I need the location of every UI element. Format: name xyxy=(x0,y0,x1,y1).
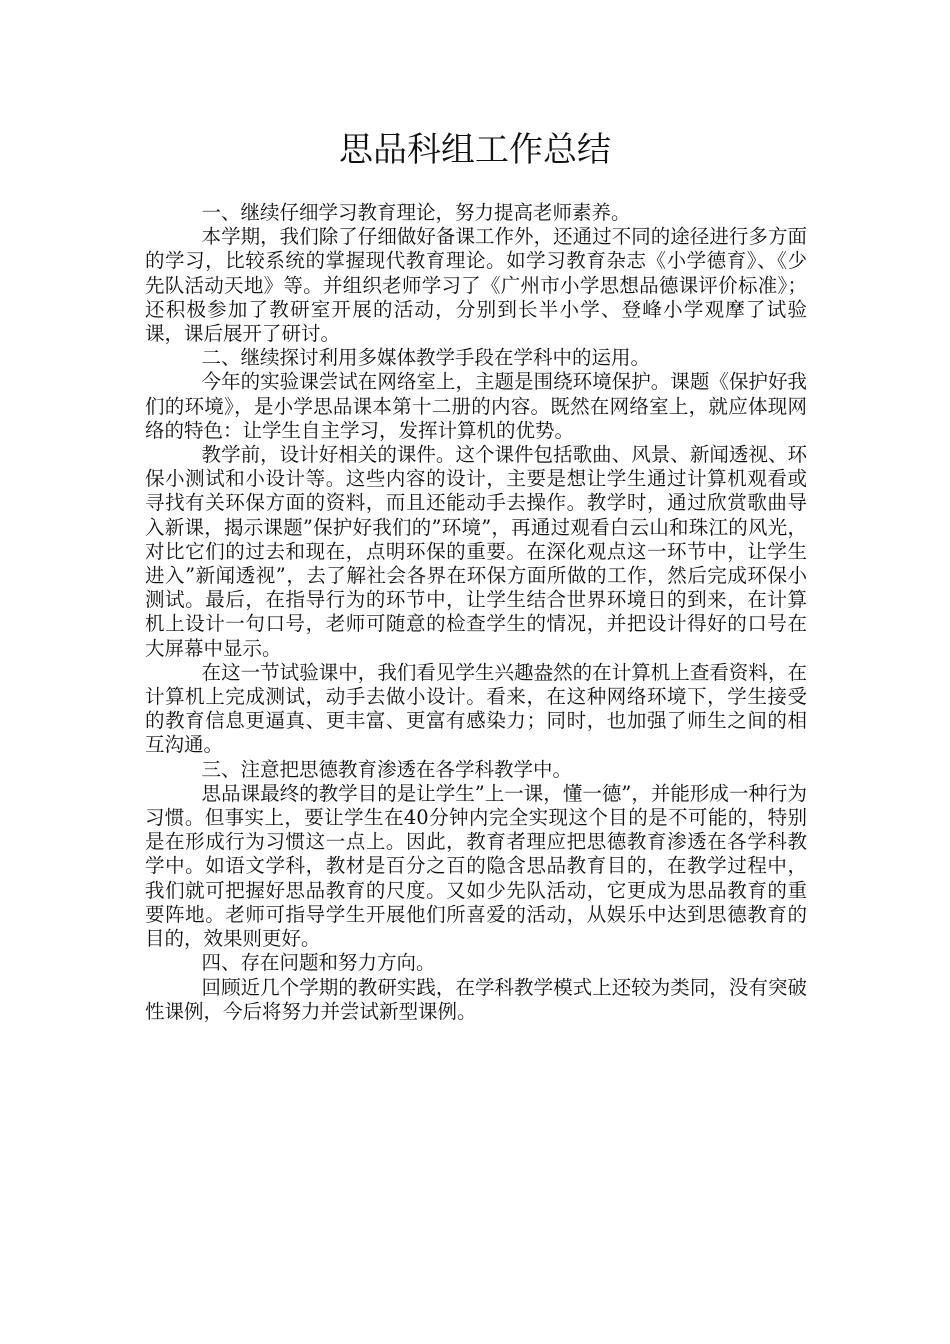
document-title: 思品科组工作总结 xyxy=(339,130,611,170)
section-heading-3: 三、注意把思德教育渗透在各学科教学中。 xyxy=(201,757,573,781)
document-body xyxy=(145,201,807,1024)
paragraph-review: 回顾近几个学期的教研实践，在学科教学模式上还较为类同，没有突破性课例，今后将努力并尝试新型课例。 xyxy=(145,975,807,1023)
paragraph-experiment-class: 今年的实验课尝试在网络室上，主题是围绕环境保护。课题《保护好我们的环境》，是小学思品课本第十二册的内容。既然在网络室上，就应体现网络的特色：让学生自主学习，发挥计算机的优势。 xyxy=(145,370,807,442)
section-heading-4: 四、存在问题和努力方向。 xyxy=(201,951,436,975)
paragraph-study: 本学期，我们除了仔细做好备课工作外，还通过不同的途径进行多方面的学习，比较系统的掌握现代教育理论。如学习教育杂志《小学德育》、《少先队活动天地》等。并组织老师学习了《广州市小学思想品德课评价标准》；还积极参加了教研室开展的活动，分别到长半小学、登峰小学观摩了试验课，课后展开了研讨。 xyxy=(145,225,807,346)
section-heading-1: 一、继续仔细学习教育理论，努力提高老师素养。 xyxy=(201,201,631,224)
paragraph-moral-education: 思品课最终的教学目的是让学生”上一课，懂一德”，并能形成一种行为习惯。但事实上，要让学生在40分钟内完全实现这个目的是不可能的，特别是在形成行为习惯这一点上。因此，教育者理应把思德教育渗透在各学科教学中。如语文学科，教材是百分之百的隐含思品教育目的，在教学过程中，我们就可把握好思品教育的尺度。又如少先队活动，它更成为思品教育的重要阵地。老师可指导学生开展他们所喜爱的活动，从娱乐中达到思德教育的目的，效果则更好。 xyxy=(145,781,807,951)
paragraph-courseware: 教学前，设计好相关的课件。这个课件包括歌曲、风景、新闻透视、环保小测试和小设计等。这些内容的设计，主要是想让学生通过计算机观看或寻找有关环保方面的资料，而且还能动手去操作。教学时，通过欣赏歌曲导入新课，揭示课题”保护好我们的”环境”，再通过观看白云山和珠江的风光，对比它们的过去和现在，点明环保的重要。在深化观点这一环节中，让学生进入”新闻透视”，去了解社会各界在环保方面所做的工作，然后完成环保小测试。最后，在指导行为的环节中，让学生结合世界环境日的到来，在计算机上设计一句口号，老师可随意的检查学生的情况，并把设计得好的口号在大屏幕中显示。 xyxy=(145,443,807,660)
section-heading-2: 二、继续探讨利用多媒体教学手段在学科中的运用。 xyxy=(201,346,651,370)
paragraph-observation: 在这一节试验课中，我们看见学生兴趣盎然的在计算机上查看资料，在计算机上完成测试，动手去做小设计。看来，在这种网络环境下，学生接受的教育信息更逼真、更丰富、更富有感染力；同时，也加强了师生之间的相互沟通。 xyxy=(145,660,807,757)
